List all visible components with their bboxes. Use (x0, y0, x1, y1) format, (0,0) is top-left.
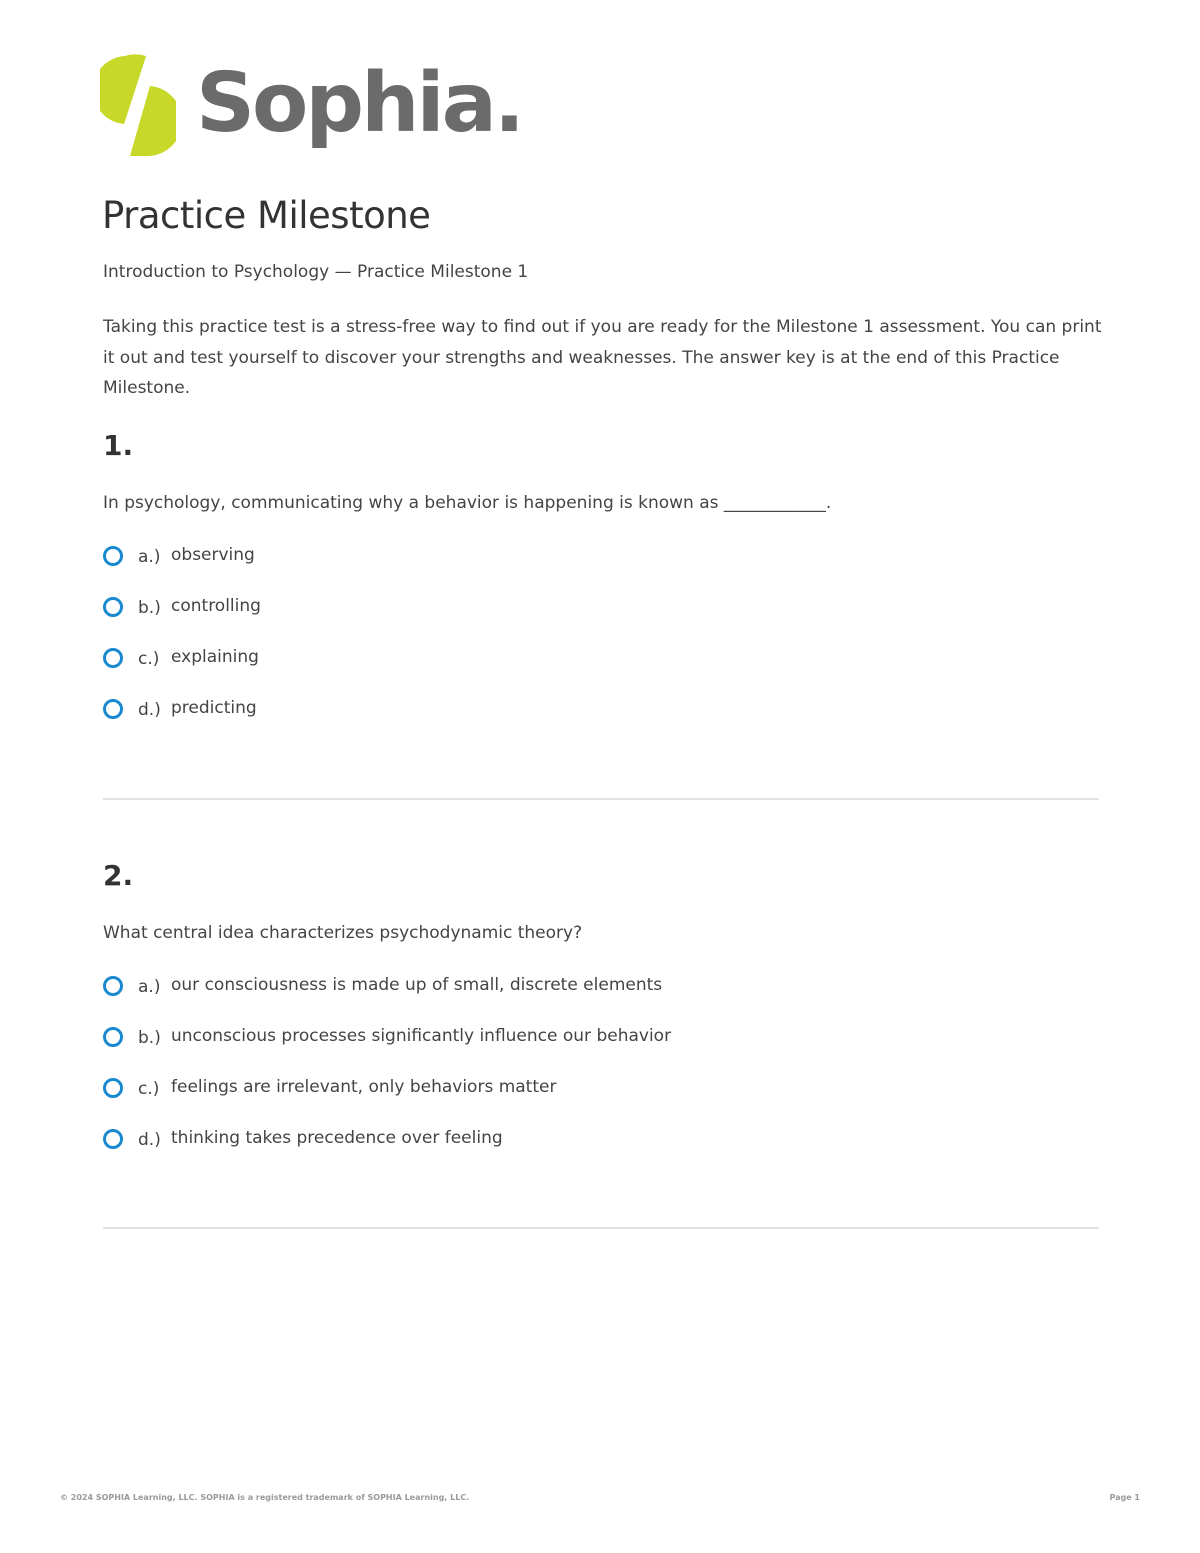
question-2 (103, 856, 1103, 1150)
section-divider (103, 1227, 1099, 1229)
option-letter: a.) (138, 547, 161, 567)
answer-option-d[interactable] (103, 698, 261, 749)
radio-circle-icon[interactable] (103, 1078, 123, 1098)
option-letter: b.) (138, 1028, 161, 1048)
radio-circle-icon[interactable] (103, 976, 123, 996)
option-text: controlling (171, 596, 261, 616)
question-number: 1. (103, 429, 134, 462)
radio-circle-icon[interactable] (103, 546, 123, 566)
question-1 (103, 426, 1103, 720)
sophia-logo-mark-icon (100, 54, 176, 158)
option-letter: b.) (138, 598, 161, 618)
page-title: Practice Milestone (102, 194, 431, 237)
radio-circle-icon[interactable] (103, 597, 123, 617)
option-text: our consciousness is made up of small, discrete elements (171, 975, 663, 995)
radio-circle-icon[interactable] (103, 699, 123, 719)
answer-options (103, 975, 671, 1179)
radio-circle-icon[interactable] (103, 1129, 123, 1149)
sophia-logo (100, 52, 523, 162)
page-subtitle: Introduction to Psychology — Practice Milestone 1 (103, 262, 529, 282)
answer-option-a[interactable] (103, 975, 671, 1026)
option-letter: c.) (138, 1079, 160, 1099)
answer-option-b[interactable] (103, 1026, 671, 1077)
answer-option-c[interactable] (103, 647, 261, 698)
option-text: feelings are irrelevant, only behaviors matter (171, 1077, 557, 1097)
question-number: 2. (103, 859, 134, 892)
option-letter: d.) (138, 1130, 161, 1150)
footer-copyright: © 2024 SOPHIA Learning, LLC. SOPHIA is a registered trademark of SOPHIA Learning, LLC. (60, 1493, 470, 1502)
option-letter: d.) (138, 700, 161, 720)
section-divider (103, 798, 1099, 800)
option-text: predicting (171, 698, 257, 718)
footer-page-number: Page 1 (1109, 1493, 1140, 1502)
option-letter: a.) (138, 977, 161, 997)
radio-circle-icon[interactable] (103, 1027, 123, 1047)
option-text: unconscious processes significantly influence our behavior (171, 1026, 672, 1046)
question-text: In psychology, communicating why a behavior is happening is known as ____________. (103, 493, 832, 513)
answer-option-a[interactable] (103, 545, 261, 596)
option-letter: c.) (138, 649, 160, 669)
intro-paragraph: Taking this practice test is a stress-free way to find out if you are ready for the Milestone 1 assessment. You can print it out and test yourself to discover your strengths and weaknesses. The answer key is at the end of this Practice Milestone. (103, 317, 1102, 398)
answer-options (103, 545, 261, 749)
answer-option-d[interactable] (103, 1128, 671, 1179)
option-text: explaining (171, 647, 259, 667)
option-text: observing (171, 545, 255, 565)
answer-option-c[interactable] (103, 1077, 671, 1128)
radio-circle-icon[interactable] (103, 648, 123, 668)
sophia-logo-wordmark: Sophia. (196, 56, 523, 151)
option-text: thinking takes precedence over feeling (171, 1128, 503, 1148)
question-text: What central idea characterizes psychodynamic theory? (103, 923, 583, 943)
answer-option-b[interactable] (103, 596, 261, 647)
